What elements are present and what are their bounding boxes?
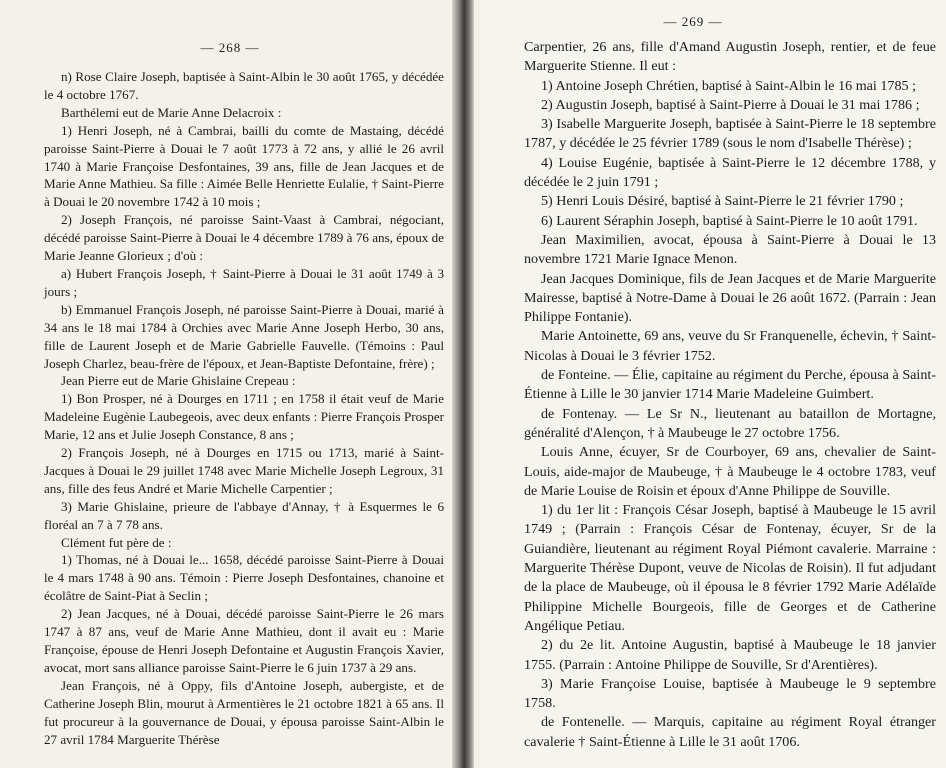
left-page [0, 0, 460, 768]
paragraph: 5) Henri Louis Désiré, baptisé à Saint-Pierre le 21 février 1790 ; [541, 193, 904, 210]
paragraph: Clément fut père de : [61, 534, 172, 550]
paragraph: 1) Thomas, né à Douai le... 1658, décédé paroisse Saint-Pierre à Douai le 4 mars 1748 à 90 ans. Témoin : Pierre Joseph Desfontaines, chanoine et écolâtre de Saint-Piat à Seclin ; [44, 552, 444, 604]
book-gutter [452, 0, 474, 768]
paragraph: Jean Maximilien, avocat, épousa à Saint-Pierre à Douai le 13 novembre 1721 Marie Ignace Menon. [524, 231, 936, 268]
paragraph: 1) Antoine Joseph Chrétien, baptisé à Saint-Albin le 16 mai 1785 ; [541, 77, 916, 94]
paragraph: de Fonteine. — Élie, capitaine au régiment du Perche, épousa à Saint-Étienne à Lille le 30 janvier 1714 Marie Madeleine Guimbert. [524, 367, 936, 403]
paragraph: 1) Henri Joseph, né à Cambrai, bailli du comte de Mastaing, décédé paroisse Saint-Pierre à Douai le 7 août 1773 à 72 ans, y allié le 26 avril 1740 à Marie Françoise Desfontaines, 39 ans, fille de Jean Jacques et de Marie Anne Mathieu. Sa fille : Aimée Belle Henriette Eulalie, † Saint-Pierre à Douai le 20 novembre 1742 à 10 mois ; [44, 122, 444, 210]
right-page [480, 0, 946, 768]
paragraph: Barthélemi eut de Marie Anne Delacroix : [61, 104, 282, 120]
paragraph: 3) Marie Françoise Louise, baptisée à Maubeuge le 9 septembre 1758. [524, 675, 936, 712]
paragraph: n) Rose Claire Joseph, baptisée à Saint-Albin le 30 août 1765, y décédée le 4 octobre 1767. [44, 69, 444, 102]
paragraph: Jean Jacques Dominique, fils de Jean Jacques et de Marie Marguerite Mairesse, baptisé à Notre-Dame à Douai le 26 août 1672. (Parrain : Jean Philippe Fontanie). [524, 270, 936, 326]
paragraph: 4) Louise Eugénie, baptisée à Saint-Pierre le 12 décembre 1788, y décédée le 2 juin 1791 ; [524, 154, 936, 191]
page-number: — 269 — [663, 14, 723, 29]
paragraph: Carpentier, 26 ans, fille d'Amand Augustin Joseph, rentier, et de feue Marguerite Stienne. Il eut : [524, 39, 936, 75]
paragraph: de Fontenay. — Le Sr N., lieutenant au bataillon de Mortagne, généralité d'Alençon, † à Maubeuge le 27 octobre 1756. [524, 405, 936, 441]
paragraph: 2) François Joseph, né à Dourges en 1715 ou 1713, marié à Saint-Jacques à Douai le 29 juillet 1748 avec Marie Michelle Joseph Legroux, 31 ans, fille des feus André et Marie Michelle Carpentier ; [44, 445, 444, 496]
paragraph: b) Emmanuel François Joseph, né paroisse Saint-Pierre à Douai, marié à 34 ans le 18 mai 1784 à Orchies avec Marie Anne Joseph Herbo, 30 ans, fille de Laurent Joseph et de Marie Gabrielle Fauvelle. (Témoins : Paul Joseph Charlez, beau-frère de l'époux, et Jean-Baptiste Defontaine, frère) ; [44, 301, 444, 371]
paragraph: 2) du 2e lit. Antoine Augustin, baptisé à Maubeuge le 18 janvier 1755. (Parrain : Antoine Philippe de Souville, Sr d'Arentières). [524, 637, 936, 673]
paragraph: 3) Isabelle Marguerite Joseph, baptisée à Saint-Pierre le 18 septembre 1787, y décédée le 25 février 1789 (sous le nom d'Isabelle Thérèse) ; [524, 116, 936, 152]
paragraph: Marie Antoinette, 69 ans, veuve du Sr Franquenelle, échevin, † Saint-Nicolas à Douai le 3 février 1752. [524, 328, 936, 364]
paragraph: 2) Joseph François, né paroisse Saint-Vaast à Cambrai, négociant, décédé paroisse Saint-Pierre à Douai le 4 décembre 1789 à 76 ans, époux de Marie Jeanne Glorieux ; d'où : [44, 212, 444, 264]
paragraph: a) Hubert François Joseph, † Saint-Pierre à Douai le 31 août 1749 à 3 jours ; [44, 265, 444, 299]
left-page-text [44, 68, 444, 748]
right-page-text [524, 38, 936, 752]
paragraph: Jean Pierre eut de Marie Ghislaine Crepeau : [61, 373, 296, 389]
paragraph: 2) Jean Jacques, né à Douai, décédé paroisse Saint-Pierre le 26 mars 1747 à 87 ans, veuf de Marie Anne Mathieu, dont il avait eu : Marie Françoise, épouse de Henri Joseph Defontaine et Augustin François Xavier, avocat, mort sans alliance paroisse Saint-Pierre le 6 juin 1737 à 29 ans. [44, 606, 444, 675]
page-number: — 268 — [200, 40, 260, 55]
paragraph: 6) Laurent Séraphin Joseph, baptisé à Saint-Pierre le 10 août 1791. [541, 212, 918, 229]
paragraph: 2) Augustin Joseph, baptisé à Saint-Pierre à Douai le 31 mai 1786 ; [541, 96, 920, 113]
paragraph: 3) Marie Ghislaine, prieure de l'abbaye d'Annay, † à Esquermes le 6 floréal an 7 à 7 78 ans. [44, 498, 444, 532]
paragraph: 1) du 1er lit : François César Joseph, baptisé à Maubeuge le 15 avril 1749 ; (Parrain : François César de Fontenay, écuyer, Sr de la Guiandière, lieutenant au régiment Royal Piémont cavalerie. Marraine : Marguerite Thérèse Dupont, veuve de Nicolas de Roisin). Il fut adjudant de la place de Maubeuge, où il épousa le 8 février 1792 Marie Adélaïde Philippine Michelle Bourgeois, fille de Georges et de Catherine Angélique Petiau. [524, 502, 936, 634]
paragraph: de Fontenelle. — Marquis, capitaine au régiment Royal étranger cavalerie † Saint-Étienne à Lille le 31 août 1706. [524, 714, 936, 750]
paragraph: 1) Bon Prosper, né à Dourges en 1711 ; en 1758 il était veuf de Marie Madeleine Eugènie Laubegeois, avec deux enfants : Pierre François Prosper Marie, 12 ans et Julie Joseph Constance, 8 ans ; [44, 391, 444, 443]
paragraph: Louis Anne, écuyer, Sr de Courboyer, 69 ans, chevalier de Saint-Louis, aide-major de Maubeuge, † à Maubeuge le 4 octobre 1783, veuf de Marie Louise de Roisin et époux d'Anne Philippe de Souville. [524, 444, 936, 499]
paragraph: Jean François, né à Oppy, fils d'Antoine Joseph, aubergiste, et de Catherine Joseph Blin, mourut à Armentières le 21 octobre 1821 à 65 ans. Il fut procureur à la gouvernance de Douai, y épousa paroisse Saint-Albin le 27 avril 1784 Marguerite Thérèse [44, 677, 444, 747]
